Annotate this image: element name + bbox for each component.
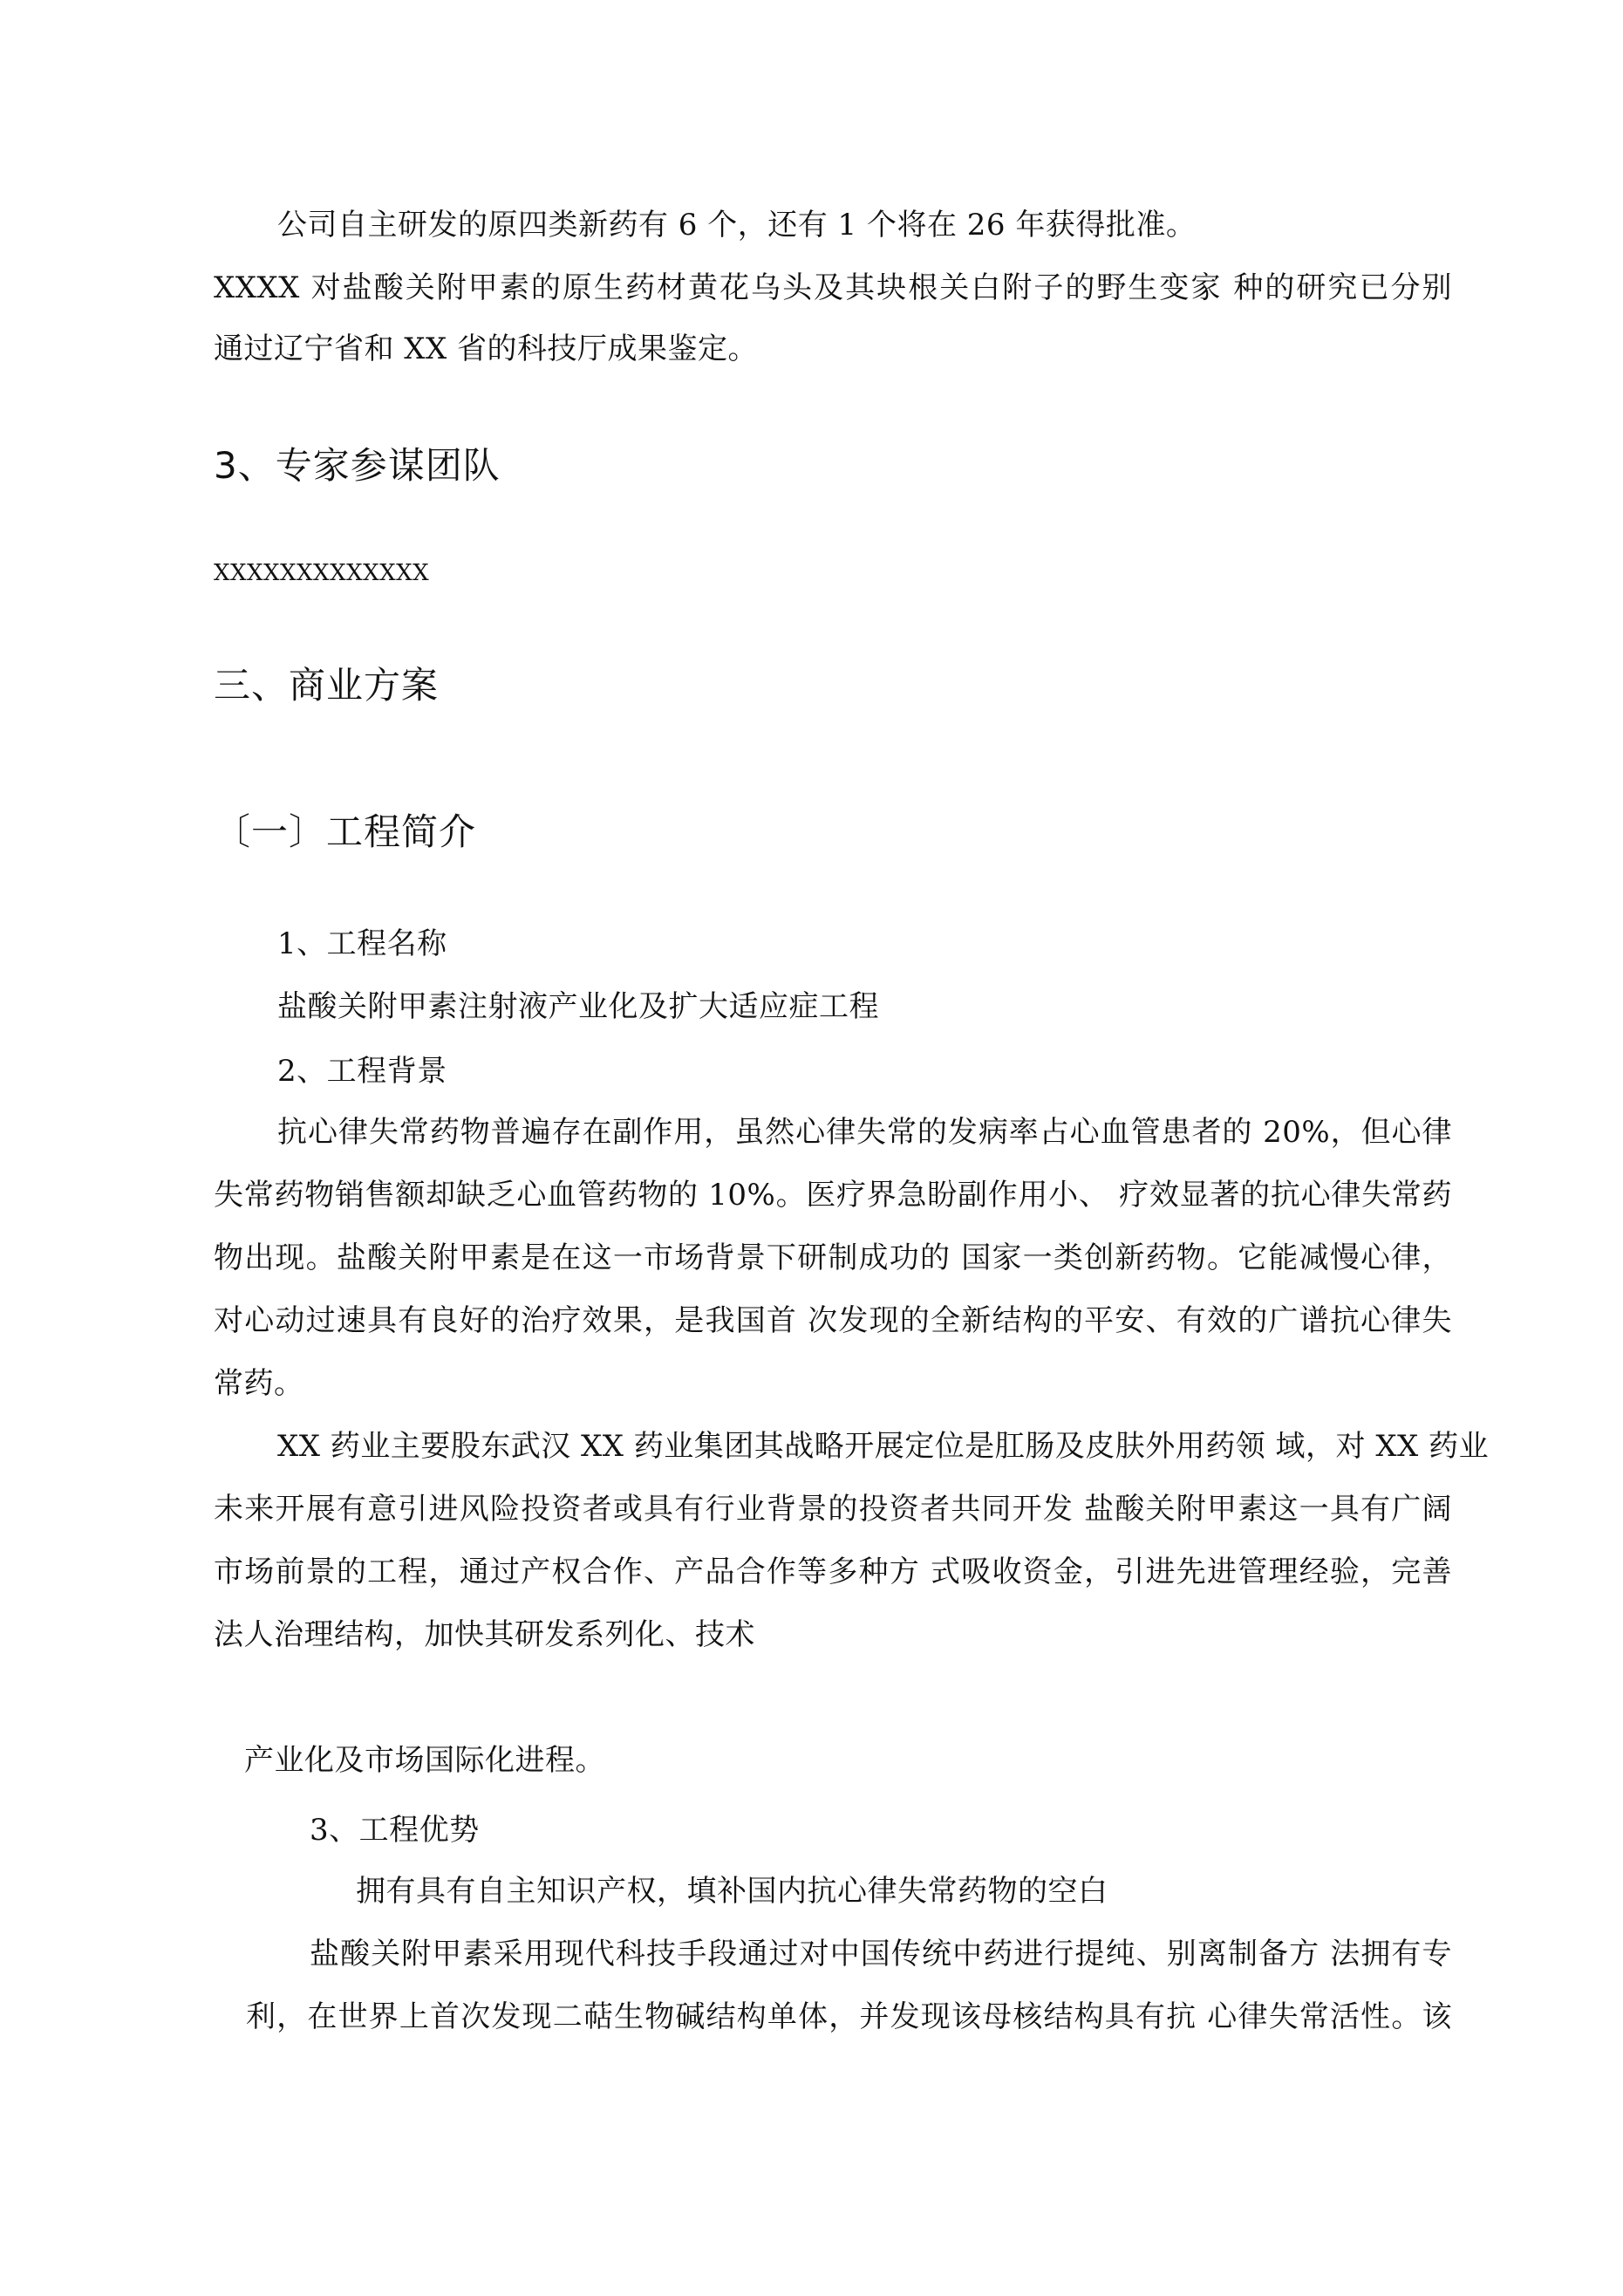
background-line-1: 抗心律失常药物普遍存在副作用，虽然心律失常的发病率占心血管患者的 20%，但心律 xyxy=(277,1115,1452,1150)
shareholder-line-5: 产业化及市场国际化进程。 xyxy=(244,1743,605,1778)
paragraph-research-line-1: XXXX 对盐酸关附甲素的原生药材黄花乌头及其块根关白附子的野生变家 种的研究已分别 xyxy=(214,270,1452,305)
item-project-name-text: 盐酸关附甲素注射液产业化及扩大适应症工程 xyxy=(277,989,879,1024)
item-project-background-title: 2、工程背景 xyxy=(277,1054,447,1089)
background-line-5: 常药。 xyxy=(214,1366,304,1401)
background-line-4: 对心动过速具有良好的治疗效果，是我国首 次发现的全新结构的平安、有效的广谱抗心律失 xyxy=(214,1303,1452,1338)
heading-expert-team: 3、专家参谋团队 xyxy=(214,444,501,487)
shareholder-line-2: 未来开展有意引进风险投资者或具有行业背景的投资者共同开发 盐酸关附甲素这一具有广阔 xyxy=(214,1492,1452,1527)
expert-team-placeholder: XXXXXXXXXXXXX xyxy=(214,560,430,586)
shareholder-line-4: 法人治理结构，加快其研发系列化、技术 xyxy=(214,1617,755,1652)
item-project-advantage-title: 3、工程优势 xyxy=(310,1813,480,1848)
advantage-subheading: 拥有具有自主知识产权，填补国内抗心律失常药物的空白 xyxy=(356,1874,1108,1909)
heading-project-intro: 〔一〕工程简介 xyxy=(214,810,477,853)
item-project-name-title: 1、工程名称 xyxy=(277,926,447,961)
shareholder-line-1: XX 药业主要股东武汉 XX 药业集团其战略开展定位是肛肠及皮肤外用药领 域，对 XX 药业 xyxy=(277,1429,1490,1464)
paragraph-research-line-2: 通过辽宁省和 XX 省的科技厅成果鉴定。 xyxy=(214,331,759,366)
paragraph-new-drugs: 公司自主研发的原四类新药有 6 个，还有 1 个将在 26 年获得批准。 xyxy=(277,208,1197,243)
background-line-3: 物出现。盐酸关附甲素是在这一市场背景下研制成功的 国家一类创新药物。它能减慢心律， xyxy=(214,1240,1452,1275)
advantage-line-2: 利，在世界上首次发现二萜生物碱结构单体，并发现该母核结构具有抗 心律失常活性。该 xyxy=(246,1999,1452,2034)
advantage-line-1: 盐酸关附甲素采用现代科技手段通过对中国传统中药进行提纯、别离制备方 法拥有专 xyxy=(310,1937,1452,1971)
background-line-2: 失常药物销售额却缺乏心血管药物的 10%。医疗界急盼副作用小、 疗效显著的抗心律失常药 xyxy=(214,1178,1452,1213)
shareholder-line-3: 市场前景的工程，通过产权合作、产品合作等多种方 式吸收资金，引进先进管理经验，完善 xyxy=(214,1555,1452,1589)
heading-business-plan: 三、商业方案 xyxy=(214,664,440,707)
